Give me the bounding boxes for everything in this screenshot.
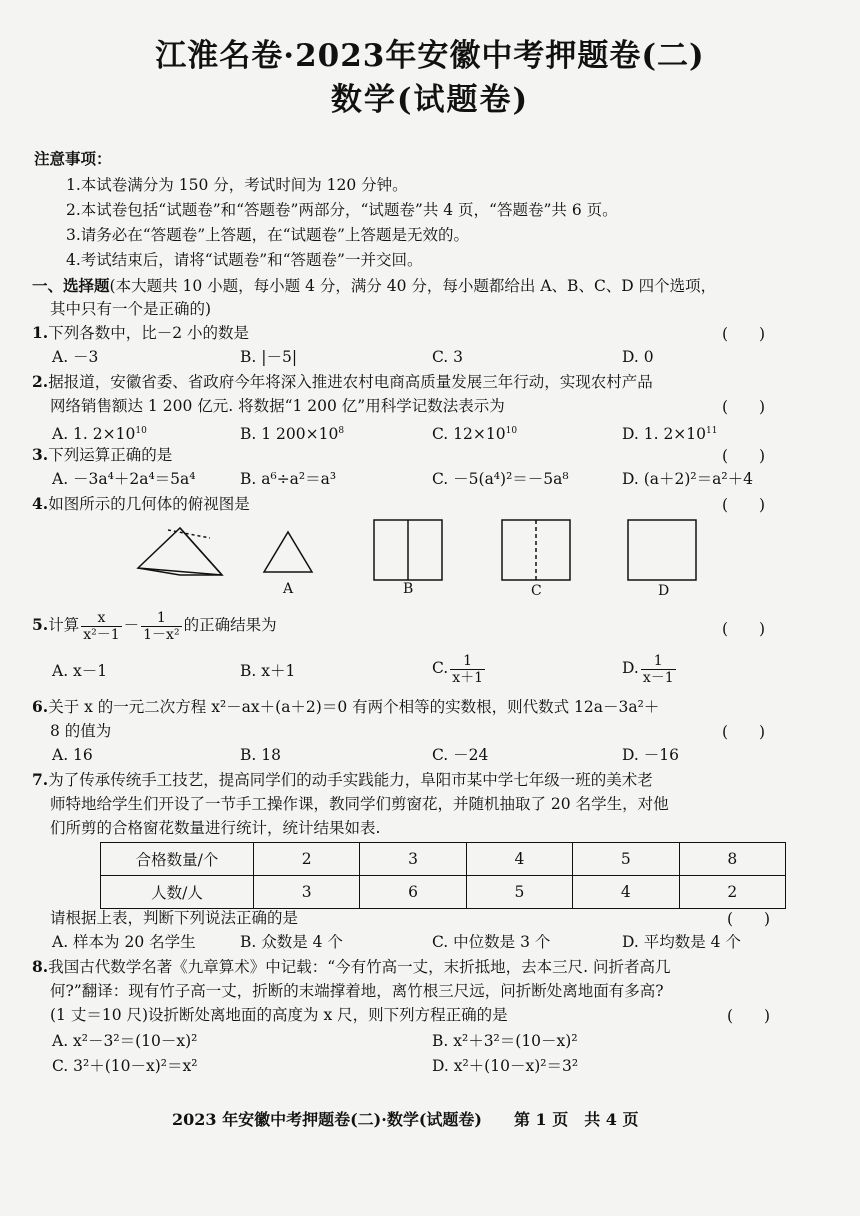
option-b: B. x²＋3²＝(10－x)²: [432, 1032, 578, 1050]
option-c: C. 3²＋(10－x)²＝x²: [52, 1057, 198, 1075]
table-row: [101, 876, 786, 909]
question-stem-3: (1 丈＝10 尺)设折断处离地面的高度为 x 尺，则下列方程正确的是: [50, 1006, 508, 1024]
numerator: x: [81, 610, 121, 627]
section-desc: (本大题共 10 小题，每小题 4 分，满分 40 分，每小题都给出 A、B、C、D 四个选项，: [109, 277, 717, 295]
option-c-rect: [502, 520, 570, 580]
answer-paren: ( ): [727, 910, 771, 928]
option-d: [622, 651, 678, 686]
question-number: 2.: [32, 372, 49, 391]
q4-figures: [0, 510, 860, 600]
question-stem: 下列各数中，比－2 小的数是: [48, 324, 249, 342]
fraction: [450, 653, 485, 686]
figure-label-a: A: [283, 581, 294, 597]
question-6: [32, 696, 659, 718]
question-stem-2: 网络销售额达 1 200 亿元. 将数据“1 200 亿”用科学记数法表示为: [50, 397, 505, 415]
page-title: 江淮名卷·2023年安徽中考押题卷(二): [155, 38, 705, 74]
question-stem-3: 们所剪的合格窗花数量进行统计，统计结果如表.: [50, 819, 381, 837]
denominator: x＋1: [452, 669, 484, 686]
question-number: 8.: [32, 957, 49, 976]
option-d-square: [628, 520, 696, 580]
option-b: B. 18: [240, 746, 281, 764]
answer-paren: ( ): [722, 723, 766, 741]
page-subtitle: 数学(试题卷): [330, 82, 530, 118]
option-b: [240, 420, 344, 445]
stats-table: [100, 842, 786, 909]
option-b: B. 众数是 4 个: [240, 933, 343, 951]
question-2: [32, 371, 653, 393]
option-a: A. 16: [52, 746, 93, 764]
option-d: D. x²＋(10－x)²＝3²: [432, 1057, 579, 1075]
option-b: B. |－5|: [240, 348, 298, 366]
question-stem-2: 师特地给学生们开设了一节手工操作课，教同学们剪窗花，并随机抽取了 20 名学生，对他: [50, 795, 669, 813]
prism-figure: [138, 528, 222, 575]
question-number: 3.: [32, 445, 49, 464]
section-desc-2: 其中只有一个是正确的): [50, 300, 212, 318]
option-b-rect: [374, 520, 442, 580]
table-cell: 6: [360, 876, 466, 909]
option-c: C. 3: [432, 348, 464, 366]
option-a: A. x－1: [52, 662, 108, 680]
table-cell: 4: [466, 843, 572, 876]
option-text: C. 12×10: [432, 425, 506, 444]
option-d: D. 0: [622, 348, 654, 366]
operator: －: [123, 616, 140, 634]
table-row: [101, 843, 786, 876]
denominator: 1－x²: [143, 626, 180, 643]
answer-paren: ( ): [722, 447, 766, 465]
option-a: A. －3: [52, 348, 99, 366]
fraction: [81, 610, 121, 643]
option-c: C. －5(a⁴)²＝－5a⁸: [432, 470, 569, 488]
question-stem: 我国古代数学名著《九章算术》中记载：“今有竹高一丈，末折抵地，去本三尺. 问折者高几: [48, 958, 671, 976]
option-a-triangle: [264, 532, 312, 572]
answer-paren: ( ): [727, 1007, 771, 1025]
table-cell: 3: [360, 843, 466, 876]
table-cell: 8: [679, 843, 785, 876]
option-text: D. 1. 2×10: [622, 425, 707, 444]
exponent: 10: [505, 426, 518, 436]
table-cell: 2: [254, 843, 360, 876]
fraction: [641, 653, 676, 686]
exponent: 11: [706, 426, 718, 436]
question-stem-4: 请根据上表，判断下列说法正确的是: [50, 909, 299, 927]
note-item: 3.请务必在“答题卷”上答题，在“试题卷”上答题是无效的。: [66, 226, 469, 244]
option-a: A. x²－3²＝(10－x)²: [52, 1032, 198, 1050]
answer-paren: ( ): [722, 325, 766, 343]
option-b: B. x＋1: [240, 662, 296, 680]
numerator: 1: [141, 610, 181, 627]
question-stem: 下列运算正确的是: [48, 446, 173, 464]
table-cell: 2: [679, 876, 785, 909]
question-number: 1.: [32, 323, 49, 342]
option-c: [432, 651, 487, 686]
option-text: B. 1 200×10: [240, 425, 339, 444]
option-c: [432, 420, 517, 445]
question-stem: 为了传承传统手工技艺，提高同学们的动手实践能力，阜阳市某中学七年级一班的美术老: [48, 771, 653, 789]
option-label: C.: [432, 659, 449, 677]
question-text: 计算: [48, 616, 80, 634]
question-stem: 如图所示的几何体的俯视图是: [48, 495, 250, 513]
row-header: 人数/人: [101, 876, 254, 909]
question-number: 6.: [32, 697, 49, 716]
question-stem: 据报道，安徽省委、省政府今年将深入推进农村电商高质量发展三年行动，实现农村产品: [48, 373, 653, 391]
question-8: [32, 956, 670, 978]
question-stem: 关于 x 的一元二次方程 x²－ax＋(a＋2)＝0 有两个相等的实数根，则代数式 12a－3a²＋: [48, 698, 660, 716]
exponent: 10: [135, 426, 147, 436]
table-cell: 4: [573, 876, 679, 909]
option-c: C. 中位数是 3 个: [432, 933, 551, 951]
note-item: 2.本试卷包括“试题卷”和“答题卷”两部分，“试题卷”共 4 页，“答题卷”共 6 页。: [66, 201, 618, 219]
option-b: B. a⁶÷a²＝a³: [240, 470, 337, 488]
option-text: A. 1. 2×10: [52, 425, 136, 444]
figure-label-d: D: [658, 583, 670, 599]
question-3: [32, 444, 172, 466]
note-item: 4.考试结束后，请将“试题卷”和“答题卷”一并交回。: [66, 251, 423, 269]
numerator: 1: [450, 653, 485, 670]
question-number: 4.: [32, 494, 49, 513]
option-a: A. 样本为 20 名学生: [52, 933, 196, 951]
question-number: 7.: [32, 770, 49, 789]
option-c: C. －24: [432, 746, 489, 764]
option-d: [622, 420, 717, 445]
question-7: [32, 769, 653, 791]
question-text: 的正确结果为: [183, 616, 277, 634]
question-5: [32, 608, 277, 643]
section-header: [32, 275, 716, 297]
answer-paren: ( ): [722, 398, 766, 416]
option-d: D. (a＋2)²＝a²＋4: [622, 470, 753, 488]
table-cell: 5: [573, 843, 679, 876]
notes-heading: 注意事项：: [34, 149, 112, 168]
option-label: D.: [622, 659, 639, 677]
option-d: D. 平均数是 4 个: [622, 933, 741, 951]
answer-paren: ( ): [722, 620, 766, 638]
page-footer: 2023 年安徽中考押题卷(二)·数学(试题卷) 第 1 页 共 4 页: [172, 1110, 639, 1129]
denominator: x²－1: [83, 626, 120, 643]
question-number: 5.: [32, 615, 49, 634]
table-cell: 3: [254, 876, 360, 909]
option-a: A. －3a⁴＋2a⁴＝5a⁴: [52, 470, 196, 488]
figure-label-b: B: [403, 581, 414, 597]
note-item: 1.本试卷满分为 150 分，考试时间为 120 分钟。: [66, 176, 408, 194]
option-d: D. －16: [622, 746, 679, 764]
answer-paren: ( ): [722, 496, 766, 514]
fraction: [141, 610, 181, 643]
exponent: 8: [338, 426, 345, 436]
figure-label-c: C: [531, 583, 542, 599]
numerator: 1: [641, 653, 676, 670]
question-stem-2: 何?”翻译：现有竹子高一丈，折断的末端撑着地，离竹根三尺远，问折断处离地面有多高?: [50, 982, 664, 1000]
row-header: 合格数量/个: [101, 843, 254, 876]
table-cell: 5: [466, 876, 572, 909]
question-stem-2: 8 的值为: [50, 722, 112, 740]
section-title: 一、选择题: [32, 276, 110, 295]
denominator: x－1: [642, 669, 674, 686]
option-a: [52, 420, 147, 445]
question-1: [32, 322, 249, 344]
